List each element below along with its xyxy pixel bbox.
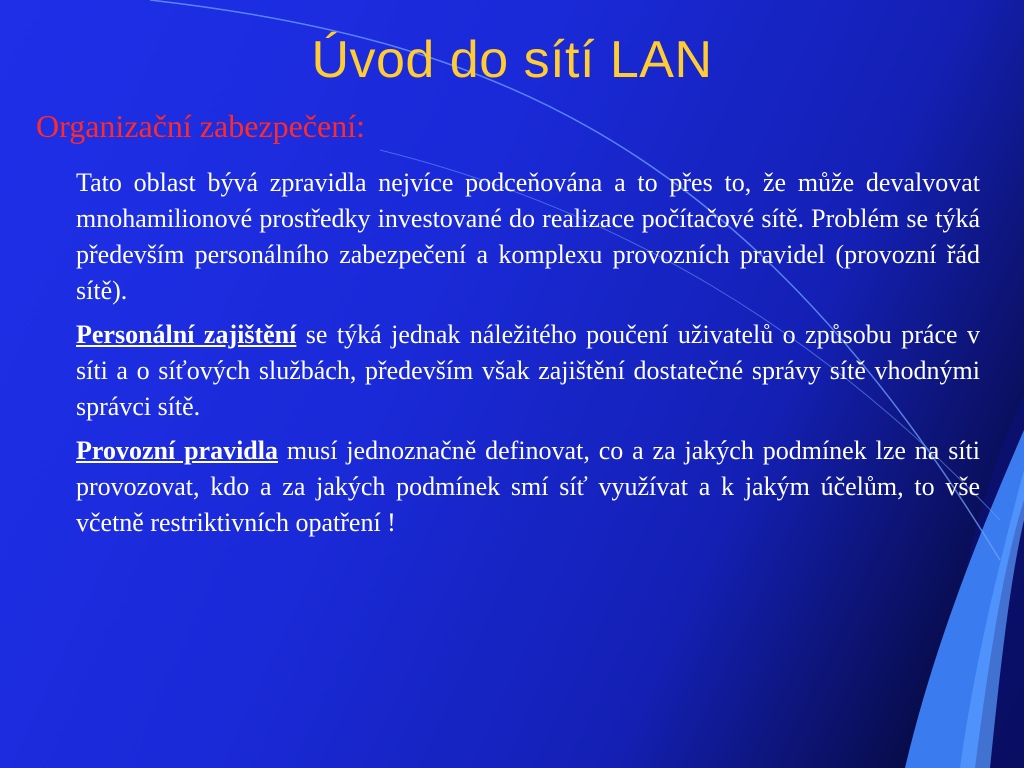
paragraph-3-text: musí jednoznačně definovat, co a za jakých podmínek lze na síti provozovat, kdo a za jakých podmínek smí síť využívat a k jakým účelům, to vše včetně restriktivních opatření ! bbox=[76, 436, 980, 537]
paragraph-2 bbox=[76, 317, 980, 425]
paragraph-1: Tato oblast bývá zpravidla nejvíce podceňována a to přes to, že může devalvovat mnohamilionové prostředky investované do realizace počítačové sítě. Problém se týká především personálního zabezpečení a komplexu provozních pravidel (provozní řád sítě). bbox=[76, 168, 980, 305]
term-rules: Provozní pravidla bbox=[76, 436, 278, 465]
paragraph-2-text: se týká jednak náležitého poučení uživatelů o způsobu práce v síti a o síťových službách, především však zajištění dostatečné správy sítě vhodnými správci sítě. bbox=[76, 320, 980, 421]
term-personal: Personální zajištění bbox=[76, 320, 297, 349]
slide-subtitle: Organizační zabezpečení: bbox=[36, 108, 365, 144]
paragraph-3 bbox=[76, 433, 980, 541]
slide-body bbox=[76, 165, 980, 549]
slide-title: Úvod do sítí LAN bbox=[311, 31, 713, 89]
